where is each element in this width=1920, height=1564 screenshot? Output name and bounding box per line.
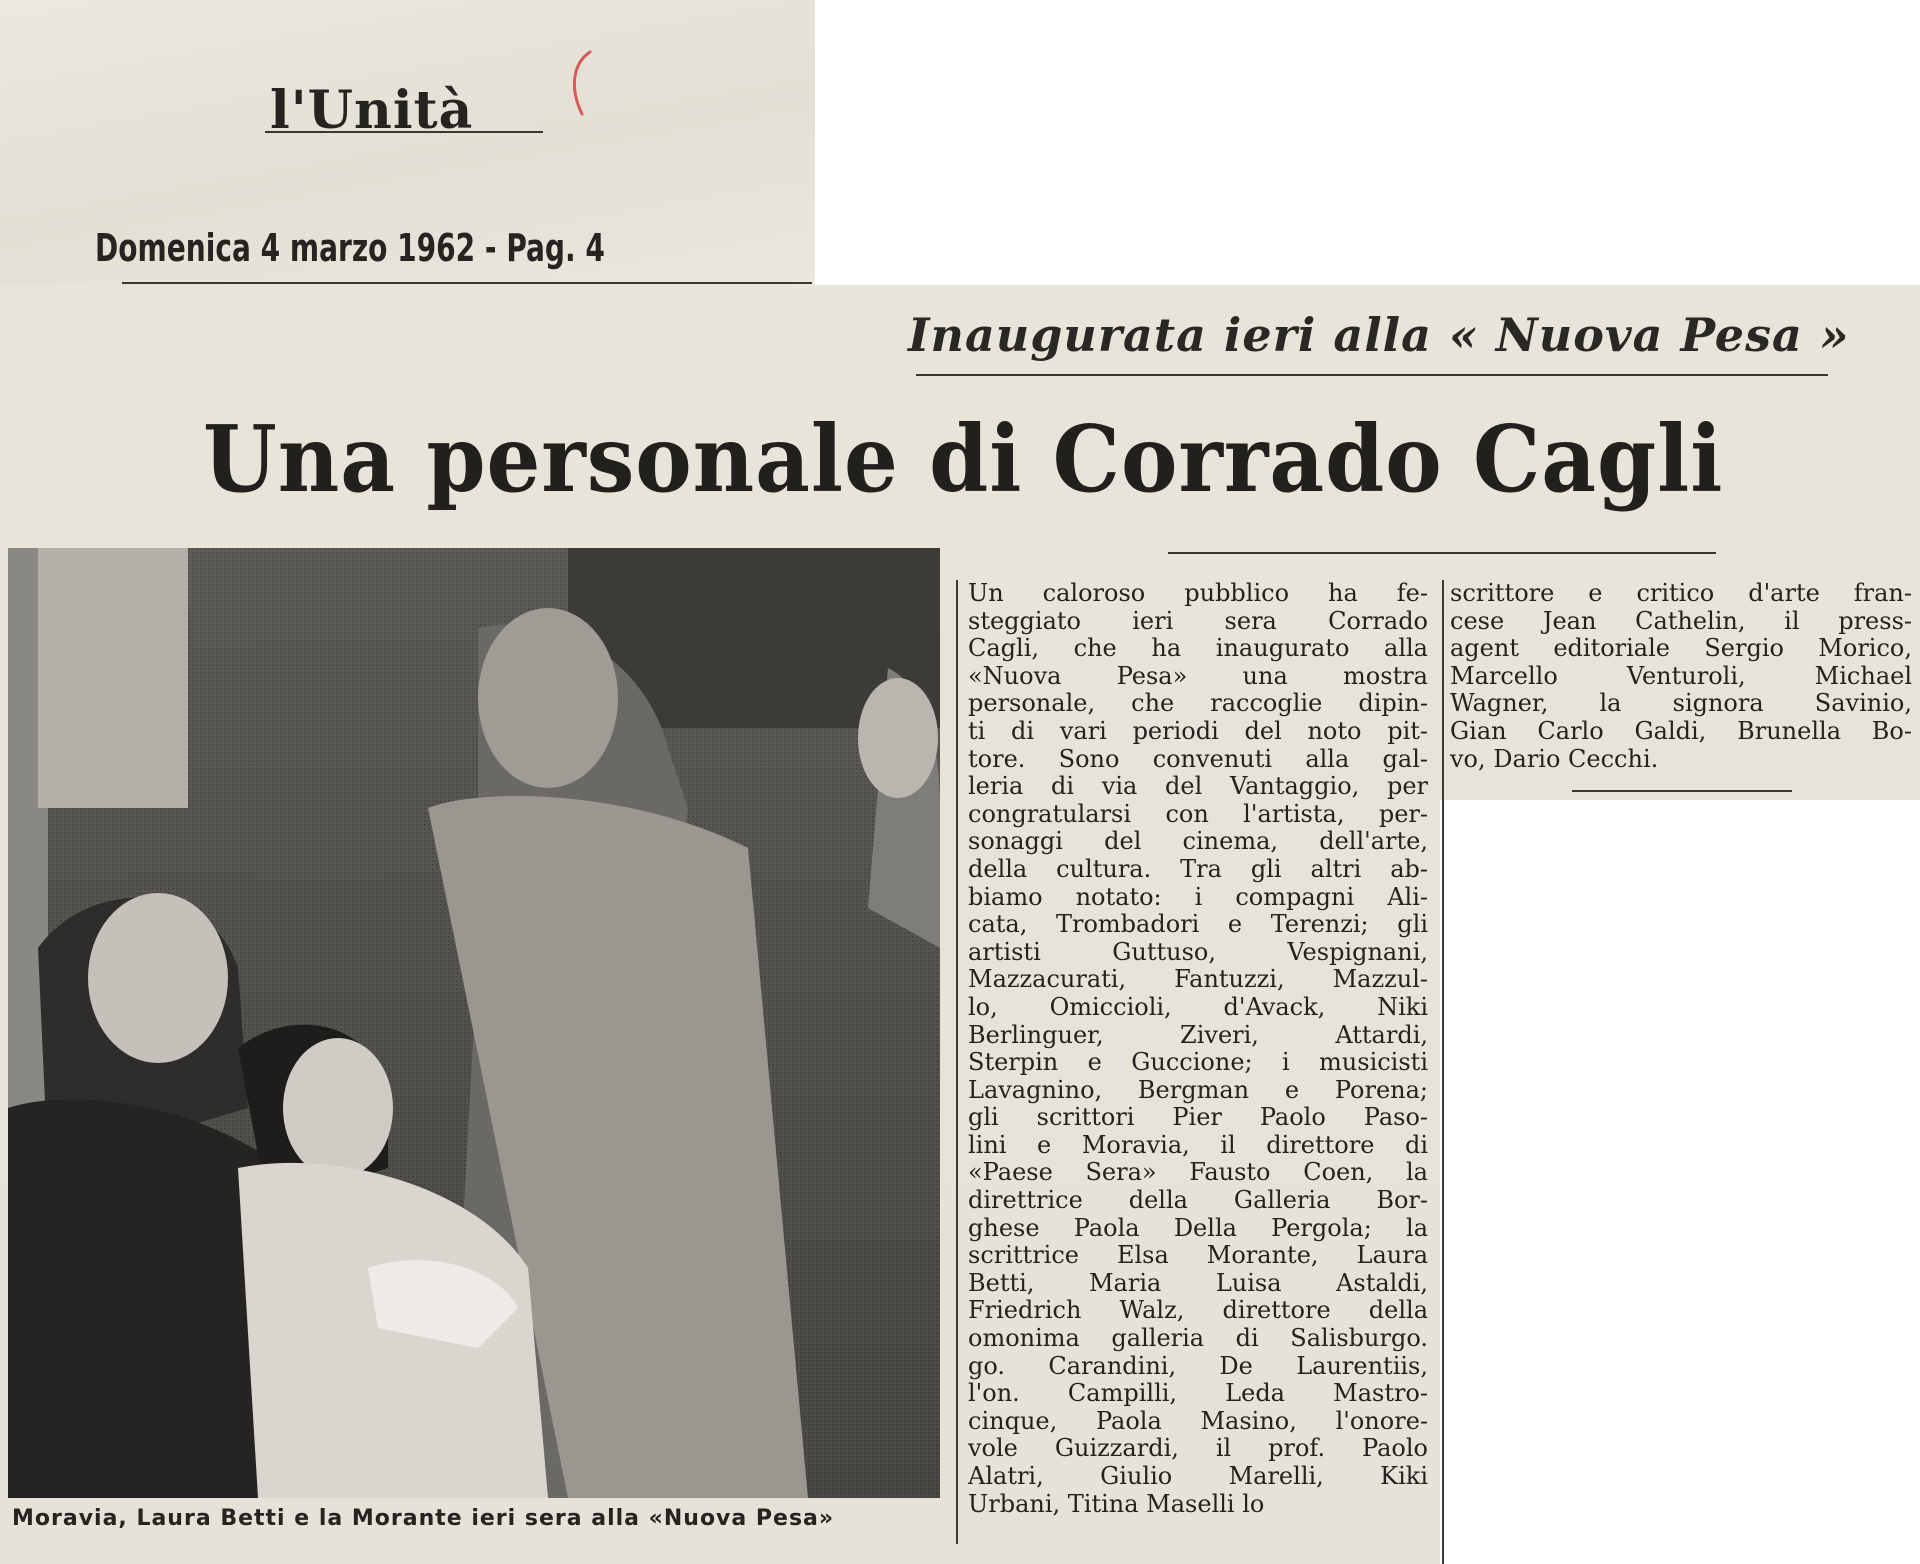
body-line: direttrice della Galleria Bor-	[968, 1186, 1428, 1215]
column-rule-left	[956, 580, 958, 1544]
body-line: Un caloroso pubblico ha fe-	[968, 579, 1428, 607]
body-line: «Nuova Pesa» una mostra	[968, 661, 1428, 690]
article-headline: Una personale di Corrado Cagli	[203, 405, 1724, 513]
body-line: Betti, Maria Luisa Astaldi,	[968, 1268, 1428, 1297]
body-line: della cultura. Tra gli altri ab-	[968, 854, 1428, 883]
body-line: scrittore e critico d'arte fran-	[1450, 579, 1912, 607]
body-line: tore. Sono convenuti alla gal-	[968, 744, 1428, 773]
article-photo	[8, 548, 940, 1498]
body-line: ghese Paola Della Pergola; la	[968, 1213, 1428, 1242]
body-line: agent editoriale Sergio Morico,	[1450, 634, 1912, 663]
body-line: Marcello Venturoli, Michael	[1450, 661, 1912, 690]
body-line: Sterpin e Guccione; i musicisti	[968, 1048, 1428, 1077]
body-line: leria di via del Vantaggio, per	[968, 772, 1428, 801]
body-line: omonima galleria di Salisburgo.	[968, 1324, 1428, 1353]
body-line: cata, Trombadori e Terenzi; gli	[968, 910, 1428, 939]
body-line: biamo notato: i compagni Ali-	[968, 882, 1428, 911]
body-line: artisti Guttuso, Vespignani,	[968, 937, 1428, 966]
body-line: Cagli, che ha inaugurato alla	[968, 634, 1428, 663]
headline-rule	[1168, 552, 1716, 554]
body-line: lo, Omiccioli, d'Avack, Niki	[968, 992, 1428, 1021]
body-line: «Paese Sera» Fausto Coen, la	[968, 1158, 1428, 1187]
blank-area	[1440, 800, 1920, 1564]
body-line: Friedrich Walz, direttore della	[968, 1296, 1428, 1325]
body-line: congratularsi con l'artista, per-	[968, 799, 1428, 828]
pencil-mark-icon	[560, 44, 600, 124]
body-line: sonaggi del cinema, dell'arte,	[968, 827, 1428, 856]
dateline: Domenica 4 marzo 1962 - Pag. 4	[95, 226, 605, 270]
body-line: ti di vari periodi del noto pit-	[968, 716, 1428, 745]
photo-caption: Moravia, Laura Betti e la Morante ieri sera alla «Nuova Pesa»	[12, 1506, 835, 1531]
article-kicker: Inaugurata ieri alla « Nuova Pesa »	[908, 308, 1850, 362]
body-line: lini e Moravia, il direttore di	[968, 1130, 1428, 1159]
article-body-column-1	[968, 580, 1428, 1518]
article-body-column-2	[1450, 580, 1912, 773]
body-line: vole Guizzardi, il prof. Paolo	[968, 1434, 1428, 1463]
body-line: cese Jean Cathelin, il press-	[1450, 606, 1912, 635]
body-line: steggiato ieri sera Corrado	[968, 606, 1428, 635]
body-line: gli scrittori Pier Paolo Paso-	[968, 1103, 1428, 1132]
body-line: Alatri, Giulio Marelli, Kiki	[968, 1462, 1428, 1490]
body-line: Wagner, la signora Savinio,	[1450, 689, 1912, 718]
dateline-rule	[122, 282, 812, 284]
body-line: l'on. Campilli, Leda Mastro-	[968, 1379, 1428, 1408]
body-line: Berlinguer, Ziveri, Attardi,	[968, 1020, 1428, 1049]
body-line: go. Carandini, De Laurentiis,	[968, 1351, 1428, 1380]
article-end-rule	[1572, 790, 1792, 792]
body-line: Urbani, Titina Maselli lo	[968, 1489, 1265, 1518]
body-line: Mazzacurati, Fantuzzi, Mazzul-	[968, 965, 1428, 994]
body-line: vo, Dario Cecchi.	[1450, 744, 1659, 773]
body-line: cinque, Paola Masino, l'onore-	[968, 1406, 1428, 1435]
kicker-rule	[916, 374, 1828, 376]
body-line: Lavagnino, Bergman e Porena;	[968, 1075, 1428, 1104]
body-line: personale, che raccoglie dipin-	[968, 689, 1428, 718]
body-line: scrittrice Elsa Morante, Laura	[968, 1241, 1428, 1270]
newspaper-logo: l'Unità	[270, 80, 474, 141]
body-line: Gian Carlo Galdi, Brunella Bo-	[1450, 716, 1912, 745]
column-rule-middle	[1442, 580, 1444, 1564]
